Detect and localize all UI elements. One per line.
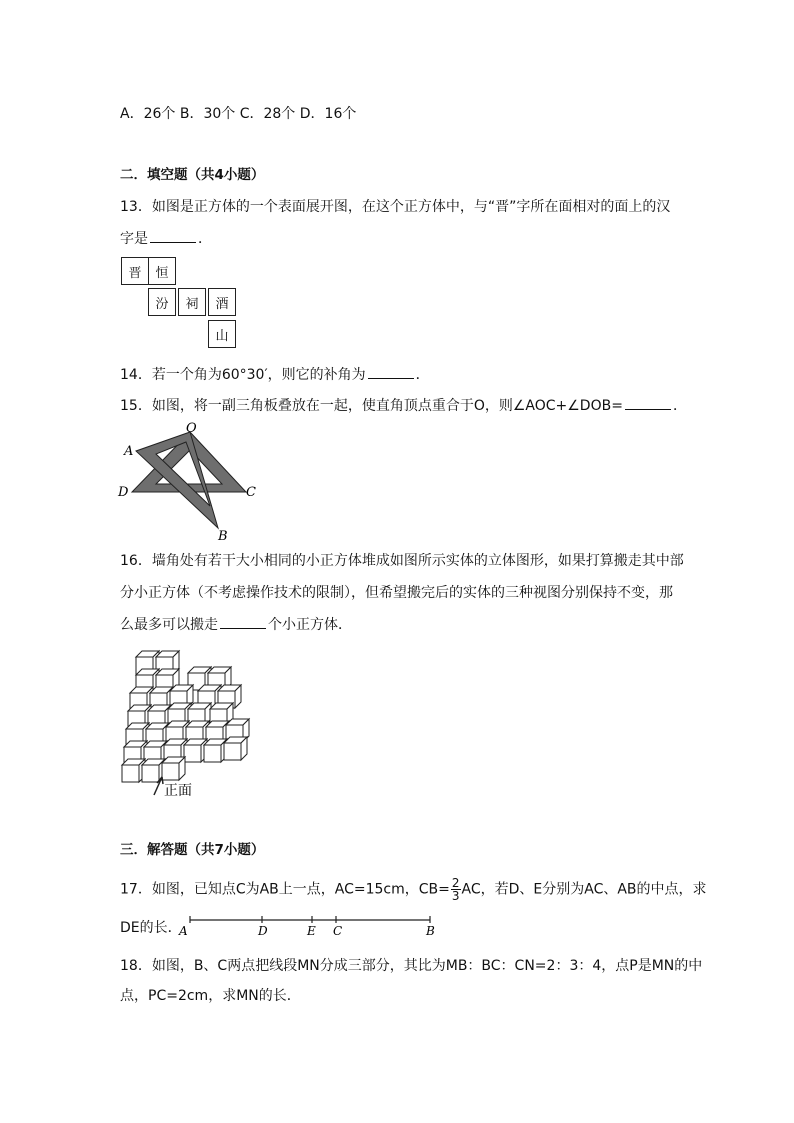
q13-line2-prefix: 字是: [120, 231, 148, 247]
fraction-two-thirds: [451, 877, 461, 902]
section3-heading: 三．解答题（共7小题）: [120, 842, 265, 858]
small-cube: [224, 737, 247, 760]
point-B: B: [426, 924, 435, 937]
q16-line2: 分小正方体（不考虑操作技术的限制），但希望搬完后的实体的三种视图分别保持不变，那: [120, 585, 673, 601]
net-cell: 山: [208, 320, 236, 348]
q13-line1: 13．如图是正方体的一个表面展开图，在这个正方体中，与“晋”字所在面相对的面上的汉: [120, 199, 671, 215]
cube-stack-figure: [118, 645, 258, 803]
point-E: E: [307, 924, 316, 937]
q13-answer-blank: [150, 228, 196, 243]
q16-line3-prefix: 么最多可以搬走: [120, 617, 218, 633]
segment-figure: [176, 911, 440, 937]
q18-line1: 18．如图，B、C两点把线段MN分成三部分，其比为MB：BC：CN=2：3：4，点P是MN的中: [120, 958, 703, 974]
q15-answer-blank: [625, 395, 671, 410]
net-cell: 祠: [178, 288, 206, 316]
q17-suffix: AC，若D、E分别为AC、AB的中点，求: [461, 881, 707, 898]
point-D: D: [258, 924, 268, 937]
q16-line1: 16．墙角处有若干大小相同的小正方体堆成如图所示实体的立体图形，如果打算搬走其中部: [120, 553, 684, 569]
q15-suffix: ．: [672, 398, 687, 414]
q14-suffix: ．: [415, 367, 430, 383]
q15-prefix: 15．如图，将一副三角板叠放在一起，使直角顶点重合于O，则∠AOC+∠DOB=: [120, 398, 623, 414]
label-D: D: [118, 485, 129, 500]
q15-line: [120, 395, 687, 416]
q16-line3: [120, 614, 352, 635]
q17-prefix: 17．如图，已知点C为AB上一点，AC=15cm，CB=: [120, 881, 450, 898]
q16-answer-blank: [220, 614, 266, 629]
fraction-denominator: 3: [451, 889, 460, 903]
q18-line2: 点，PC=2cm，求MN的长．: [120, 988, 301, 1004]
point-C: C: [333, 924, 343, 937]
label-C: C: [246, 485, 256, 500]
small-cube: [162, 757, 185, 780]
q16-line3-suffix: 个小正方体．: [268, 617, 352, 633]
q17-line2: DE的长．: [120, 920, 182, 936]
q13-line2-suffix: ．: [198, 231, 212, 247]
label-B: B: [218, 529, 228, 544]
net-cell: 酒: [208, 288, 236, 316]
section2-heading: 二．填空题（共4小题）: [120, 167, 265, 183]
front-label: 正面: [164, 783, 192, 799]
label-A: A: [124, 444, 134, 459]
net-cell: 汾: [148, 288, 176, 316]
q17-line1: [120, 877, 707, 902]
q14-line: [120, 364, 430, 385]
set-squares-figure: [112, 418, 262, 546]
point-A: A: [179, 924, 188, 937]
q14-answer-blank: [368, 364, 414, 379]
q13-line2: [120, 228, 212, 249]
q14-prefix: 14．若一个角为60°30′，则它的补角为: [120, 367, 366, 383]
q12-options: A．26个 B．30个 C．28个 D．16个: [120, 106, 357, 122]
label-O: O: [186, 421, 197, 436]
fraction-numerator: 2: [451, 876, 460, 890]
net-cell: 恒: [148, 257, 176, 285]
net-cell: 晋: [121, 257, 149, 285]
